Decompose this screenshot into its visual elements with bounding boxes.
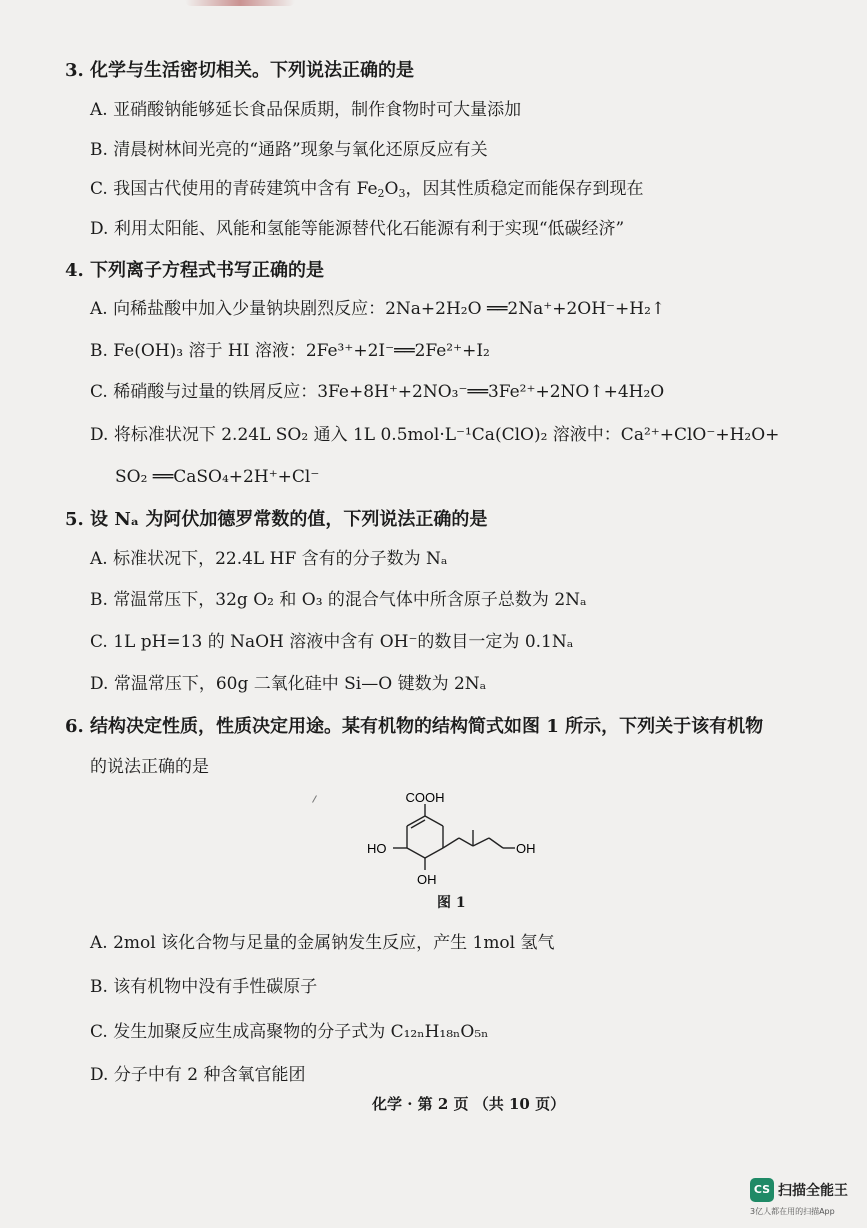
side-chain bbox=[443, 830, 515, 848]
q6-option-a: A. 2mol 该化合物与足量的金属钠发生反应，产生 1mol 氢气 bbox=[90, 933, 555, 953]
scan-edge-mark bbox=[185, 0, 295, 6]
structure-figure bbox=[355, 788, 545, 888]
q6-stem-line1: 6. 结构决定性质，性质决定用途。某有机物的结构简式如图 1 所示，下列关于该有机物 bbox=[65, 716, 764, 737]
q5-stem: 5. 设 Nₐ 为阿伏加德罗常数的值，下列说法正确的是 bbox=[65, 509, 488, 530]
q4-option-d-line1: D. 将标准状况下 2.24L SO₂ 通入 1L 0.5mol·L⁻¹Ca(ClO)₂ 溶液中：Ca²⁺+ClO⁻+H₂O+ bbox=[90, 425, 780, 445]
q4-option-d-line2: SO₂ ══CaSO₄+2H⁺+Cl⁻ bbox=[115, 467, 320, 487]
stray-pen-mark bbox=[312, 795, 317, 802]
page-footer: 化学 · 第 2 页 （共 10 页） bbox=[372, 1095, 566, 1113]
q6-stem-line2: 的说法正确的是 bbox=[90, 757, 209, 777]
q4-option-b: B. Fe(OH)₃ 溶于 HI 溶液：2Fe³⁺+2I⁻══2Fe²⁺+I₂ bbox=[90, 341, 490, 361]
q5-option-d: D. 常温常压下，60g 二氧化硅中 Si—O 键数为 2Nₐ bbox=[90, 674, 487, 694]
q5-option-c: C. 1L pH=13 的 NaOH 溶液中含有 OH⁻的数目一定为 0.1Nₐ bbox=[90, 632, 574, 652]
q4-option-a: A. 向稀盐酸中加入少量钠块剧烈反应：2Na+2H₂O ══2Na⁺+2OH⁻+H₂↑ bbox=[90, 299, 666, 319]
q6-option-c: C. 发生加聚反应生成高聚物的分子式为 C₁₂ₙH₁₈ₙO₅ₙ bbox=[90, 1022, 489, 1042]
q6-option-b: B. 该有机物中没有手性碳原子 bbox=[90, 977, 318, 997]
q3-option-c: C. 我国古代使用的青砖建筑中含有 $Fe_2O_3$，因其性质稳定而能保存到现在 bbox=[90, 179, 644, 200]
cooh-label: COOH bbox=[405, 790, 445, 805]
q6-option-d: D. 分子中有 2 种含氧官能团 bbox=[90, 1065, 306, 1085]
oh-bottom-label: OH bbox=[417, 872, 437, 887]
q3-option-d: D. 利用太阳能、风能和氢能等能源替代化石能源有利于实现“低碳经济” bbox=[90, 219, 625, 239]
scanner-watermark bbox=[750, 1176, 862, 1220]
oh-right-label: OH bbox=[516, 841, 536, 856]
q5-option-b: B. 常温常压下，32g O₂ 和 O₃ 的混合气体中所含原子总数为 2Nₐ bbox=[90, 590, 587, 610]
figure-caption: 图 1 bbox=[437, 895, 466, 911]
camscanner-logo-icon: CS bbox=[750, 1178, 774, 1202]
q3-option-b: B. 清晨树林间光亮的“通路”现象与氧化还原反应有关 bbox=[90, 140, 488, 160]
cyclohexene-ring bbox=[407, 816, 443, 858]
ho-left-label: HO bbox=[367, 841, 387, 856]
watermark-tagline: 3亿人都在用的扫描App bbox=[750, 1207, 835, 1216]
q4-stem: 4. 下列离子方程式书写正确的是 bbox=[65, 260, 325, 281]
q4-option-c: C. 稀硝酸与过量的铁屑反应：3Fe+8H⁺+2NO₃⁻══3Fe²⁺+2NO↑+4H₂O bbox=[90, 382, 665, 402]
watermark-app-name: 扫描全能王 bbox=[778, 1183, 848, 1199]
q3-option-a: A. 亚硝酸钠能够延长食品保质期，制作食物时可大量添加 bbox=[90, 100, 522, 120]
q3-stem: 3. 化学与生活密切相关。下列说法正确的是 bbox=[65, 60, 415, 81]
q5-option-a: A. 标准状况下，22.4L HF 含有的分子数为 Nₐ bbox=[90, 549, 448, 569]
